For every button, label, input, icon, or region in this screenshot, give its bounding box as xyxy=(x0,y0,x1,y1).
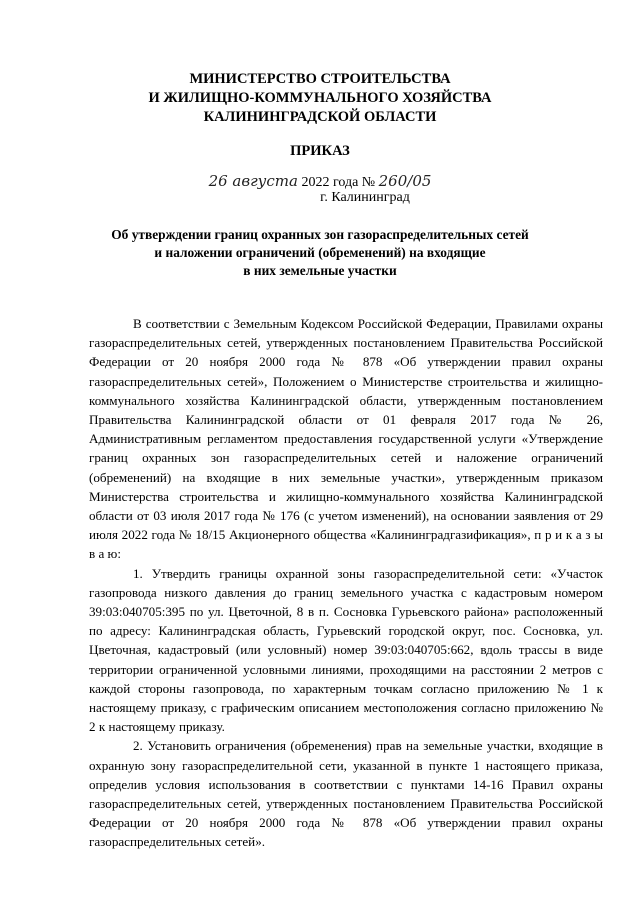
order-subject xyxy=(0,226,640,280)
ministry-line-1: МИНИСТЕРСТВО СТРОИТЕЛЬСТВА xyxy=(189,71,451,87)
order-city: г. Калининград xyxy=(320,190,410,205)
subject-line-1: Об утверждении границ охранных зон газораспределительных сетей xyxy=(111,227,529,242)
ministry-header xyxy=(0,70,640,127)
subject-line-2: и наложении ограничений (обременений) на входящие xyxy=(154,245,486,260)
order-title: ПРИКАЗ xyxy=(290,143,350,159)
ministry-line-2: И ЖИЛИЩНО-КОММУНАЛЬНОГО ХОЗЯЙСТВА xyxy=(148,90,492,106)
subject-line-3: в них земельные участки xyxy=(243,263,397,278)
order-body xyxy=(89,314,603,852)
handwritten-number: 260/05 xyxy=(378,172,432,190)
printed-year: 2022 года № xyxy=(301,175,376,190)
item-1-paragraph: 1. Утвердить границы охранной зоны газораспределительной сети: «Участок газопровода низкого давления до границ земельного участка с кадастровым номером 39:03:040705:395 по ул. Цветочной, 8 в п. Сосновка Гурьевского района» расположенный по адресу: Калининградская область, Гурьевский городской округ, пос. Сосновка, ул. Цветочная, кадастровый (или условный) номер 39:03:040705:662, вдоль трассы в виде территории ограниченной условными линиями, проходящими на расстоянии 2 метров с каждой стороны газопровода, по характерным точкам согласно приложению № 1 к настоящему приказу, с графическим описанием местоположения согласно приложению № 2 к настоящему приказу. xyxy=(89,565,603,735)
item-2-paragraph: 2. Установить ограничения (обременения) прав на земельные участки, входящие в охранную зону газораспределительной сети, указанной в пункте 1 настоящего приказа, определив условия использования в соответствии с пунктами 14-16 Правил охраны газораспределительных сетей, утвержденных постановлением Правительства Российской Федерации от 20 ноября 2000 года № 878 «Об утверждении правил охраны газораспределительных сетей». xyxy=(89,738,603,850)
handwritten-date: 26 августа xyxy=(208,172,298,190)
ministry-line-3: КАЛИНИНГРАДСКОЙ ОБЛАСТИ xyxy=(203,109,437,125)
order-date-line xyxy=(0,172,640,191)
preamble-paragraph: В соответствии с Земельным Кодексом Российской Федерации, Правилами охраны газораспределительных сетей, утвержденных постановлением Правительства Российской Федерации от 20 ноября 2000 года № 878 «Об утверждении правил охраны газораспределительных сетей», Положением о Министерстве строительства и жилищно-коммунального хозяйства Калининградской области, утвержденным постановлением Правительства Калининградской области от 01 февраля 2017 года № 26, Административным регламентом предоставления государственной услуги «Утверждение границ охранных зон газораспределительных сетей и наложение ограничений (обременений) на входящие в них земельные участки», утвержденным приказом Министерства строительства и жилищно-коммунального хозяйства Калининградской области от 03 июля 2017 года № 176 (с учетом изменений), на основании заявления от 29 июля 2022 года № 18/15 Акционерного общества «Калининградгазификация», п р и к а з ы в а ю: xyxy=(89,316,603,562)
